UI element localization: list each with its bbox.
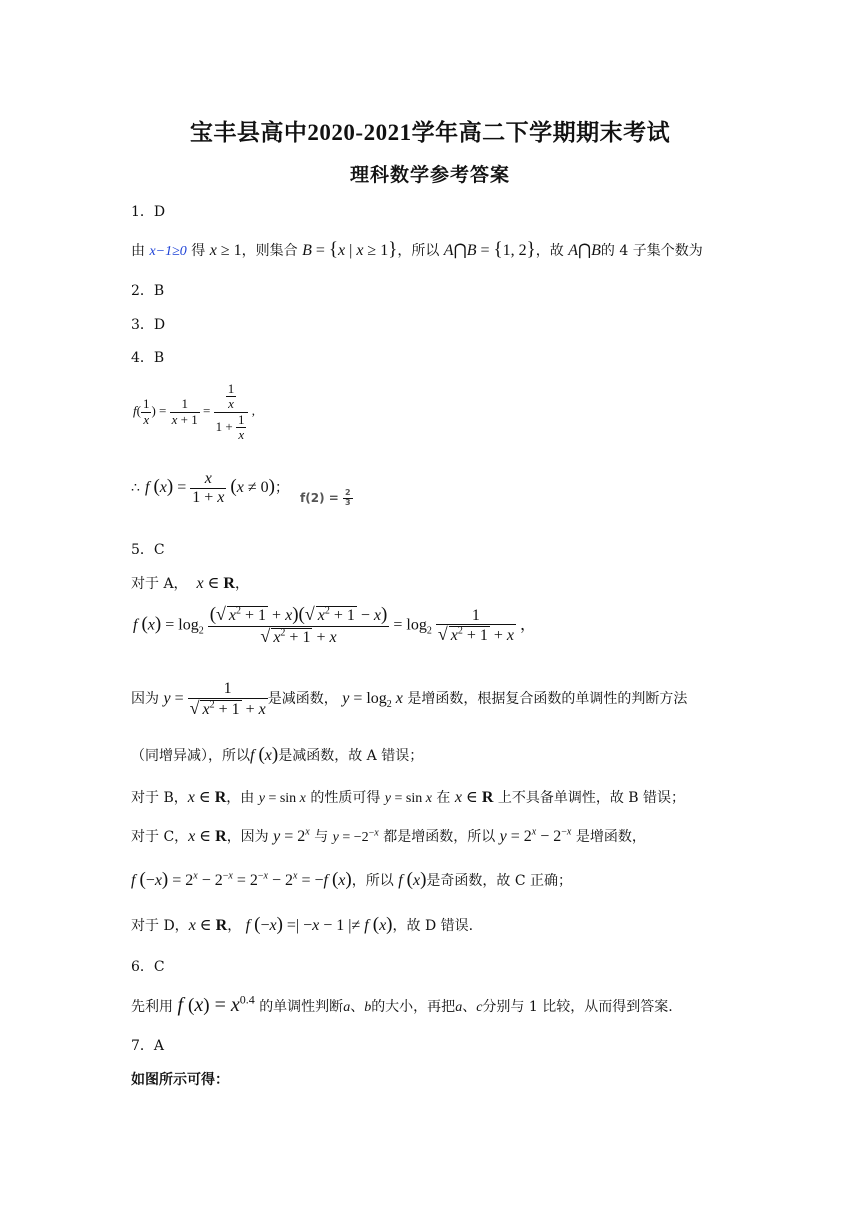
q5-option-a: 对于 A， x ∈ R， <box>131 575 249 592</box>
q5-option-b: 对于 B，x ∈ R，由 y = sin x 的性质可得 y = sin x 在 x ∈ R 上不具备单调性，故 B 错误； <box>131 789 686 806</box>
answer-4: 4．B <box>131 350 165 366</box>
q4-function-result: ∴ f (x) = $\frac{x}{1 + x}$ (x ≠ 0)； $_{f(2) = \frac{2}{3}}$ <box>131 470 351 507</box>
page-title: 宝丰县高中2020-2021学年高二下学期期末考试 <box>189 120 671 145</box>
answer-2: 2．B <box>131 283 165 299</box>
q5-reason-line-2: （同增异减），所以f (x)是减函数，故 A 错误； <box>131 744 424 765</box>
q4-substitution-formula: f( $\frac{1}{x}$ ) = $\frac{1}{x + 1}$ = $\frac{1}{x}$ 1 + $\frac{1}{x}$ , <box>133 381 255 442</box>
answer-6: 6．C <box>131 959 165 975</box>
q5-reason-line-1: 因为 y = $\frac{1}{√ x^2 + 1 + x}$ 是减函数， $y = \log_2 x$ 是增函数，根据复合函数的单调性的判断方法 <box>131 680 688 718</box>
q5-log-formula: f $(x) = \log_2$ $\frac{(√ x^2 + 1 + x)(√ x^2 + 1 - x)}{√ x^2 + 1 + x}$ = $\log_2$ $\frac{1}{√ x^2 + 1 + x}$ ， <box>133 604 536 646</box>
q5-odd-function: f $(-x) = 2^x - 2^{-x} = 2^{-x} - 2^x = -f$ (x)，所以 f (x)是奇函数，故 C 正确； <box>131 869 573 890</box>
answer-1: 1．D <box>131 204 166 220</box>
answer-5: 5．C <box>131 542 165 558</box>
answer-7: 7．A <box>131 1038 165 1054</box>
f2-value: f(2) = 2 3 <box>300 487 351 507</box>
solution-1: 由 x−1≥0 得 x ≥ 1，则集合 B = {x | x ≥ 1}，所以 A⋂B = {1, 2}，故 A⋂B的 4 子集个数为 <box>131 239 703 260</box>
q5-option-c: 对于 C，x ∈ R，因为 $y = 2^x$ 与 $y = -2^{-x}$ 都是增函数，所以 $y = 2^x - 2^{-x}$ 是增函数， <box>131 826 646 845</box>
answer-3: 3．D <box>131 317 166 333</box>
page-subtitle: 理科数学参考答案 <box>349 165 510 186</box>
q7-heading: 如图所示可得： <box>131 1072 229 1088</box>
solution-6: 先利用 f $(x) = x^{0.4}$ 的单调性判断a、b的大小，再把a、c分别与 1 比较，从而得到答案. <box>131 992 673 1016</box>
q5-option-d: 对于 D，x ∈ R， f (−x) =| −x − 1 |≠ f (x)，故 D 错误. <box>131 914 474 935</box>
highlight-expression: x−1≥0 <box>149 244 187 259</box>
